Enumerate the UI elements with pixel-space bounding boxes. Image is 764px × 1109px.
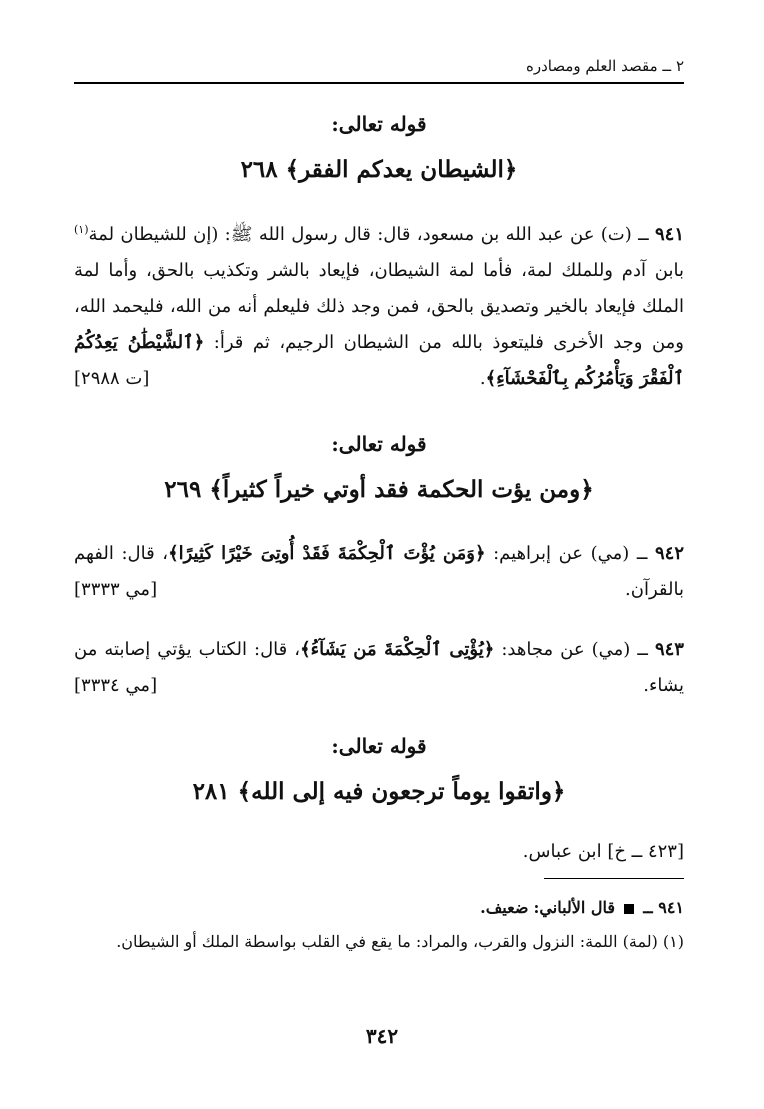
running-head: ٢ ــ مقصد العلم ومصادره bbox=[526, 57, 684, 75]
page-number: ٣٤٢ bbox=[365, 1024, 399, 1048]
source-reference: [مي ٣٣٣٣] bbox=[74, 579, 158, 600]
footnote-grading bbox=[74, 892, 684, 924]
section-heading-281: قوله تعالى: bbox=[331, 734, 427, 758]
header-rule bbox=[74, 82, 684, 84]
cross-reference-number: [٤٢٣ ــ خ] bbox=[607, 841, 684, 862]
footnote-1: (١) (لمة) اللمة: النزول والقرب، والمراد: ما يقع في القلب بواسطة الملك أو الشيطان. bbox=[116, 932, 684, 951]
square-bullet-icon bbox=[624, 904, 634, 914]
footnote-marker[interactable]: (١) bbox=[74, 223, 89, 236]
hadith-number: ٩٤١ bbox=[654, 224, 684, 245]
grading-number: ٩٤١ ــ bbox=[643, 898, 684, 917]
hadith-number: ٩٤٣ bbox=[654, 639, 684, 660]
source-reference: [مي ٣٣٣٤] bbox=[74, 675, 158, 696]
cross-reference-text: ابن عباس. bbox=[522, 841, 602, 862]
hadith-941: ٩٤١ ــ (ت) عن عبد الله بن مسعود، قال: قال رسول الله ﷺ: (إن للشيطان لمة$^{(١)}$ بابن آدم وللملك لمة، فأما لمة الشيطان، فإيعاد بالشر وتكذيب بالحق، وأما لمة الملك فإيعاد بالخير وتصديق بالحق، فمن وجد ذلك فليعلم أنه من الله، فليحمد الله، ومن وجد الأخرى فليتعوذ بالله من الشيطان الرجيم، ثم قرأ: ﴿ٱلشَّيْطَٰنُ يَعِدُكُمُ ٱلْفَقْرَ وَيَأْمُرُكُم بِٱلْفَحْشَآءِ﴾. [ت ٢٩٨٨] bbox=[74, 212, 684, 397]
hadith-text-cont: ، قال: الكتاب يؤتي إصابته من يشاء. bbox=[74, 639, 684, 696]
footnote-rule bbox=[544, 878, 684, 879]
source-reference: [ت ٢٩٨٨] bbox=[74, 368, 150, 389]
quran-quote: ﴿يُؤْتِى ٱلْحِكْمَةَ مَن يَشَآءُ﴾ bbox=[300, 639, 495, 660]
hadith-text-cont: بابن آدم وللملك لمة، فأما لمة الشيطان، فإيعاد بالشر وتكذيب بالحق، وأما لمة الملك فإيعاد بالخير وتصديق بالحق، فمن وجد ذلك فليعلم أنه من الله، فليحمد الله، ومن وجد الأخرى فليتعوذ بالله من الشيطان الرجيم، ثم قرأ: bbox=[74, 260, 684, 353]
hadith-number: ٩٤٢ bbox=[654, 543, 684, 564]
grading-value: ضعيف. bbox=[480, 898, 529, 917]
section-heading-269: قوله تعالى: bbox=[331, 432, 427, 456]
quran-quote: ﴿وَمَن يُؤْتَ ٱلْحِكْمَةَ فَقَدْ أُوتِىَ خَيْرًا كَثِيرًا﴾ bbox=[168, 543, 486, 564]
hadith-943 bbox=[74, 632, 684, 704]
quran-quote: ﴿ٱلشَّيْطَٰنُ يَعِدُكُمُ ٱلْفَقْرَ وَيَأْمُرُكُم بِٱلْفَحْشَآءِ﴾ bbox=[74, 332, 684, 389]
verse-281: ﴿واتقوا يوماً ترجعون فيه إلى الله﴾ ٢٨١ bbox=[192, 778, 566, 805]
grading-label: قال الألباني: bbox=[533, 898, 616, 917]
section-heading-268: قوله تعالى: bbox=[331, 112, 427, 136]
cross-reference bbox=[74, 834, 684, 870]
hadith-text: ــ (ت) عن عبد الله بن مسعود، قال: قال رسول الله ﷺ: (إن للشيطان لمة bbox=[88, 224, 649, 245]
verse-268: ﴿الشيطان يعدكم الفقر﴾ ٢٦٨ bbox=[240, 156, 518, 183]
hadith-text-cont: ، قال: الفهم بالقرآن. bbox=[74, 543, 684, 600]
hadith-text: ــ (مي) عن إبراهيم: bbox=[485, 543, 648, 564]
hadith-942 bbox=[74, 536, 684, 608]
hadith-text: ــ (مي) عن مجاهد: bbox=[494, 639, 648, 660]
verse-269: ﴿ومن يؤت الحكمة فقد أوتي خيراً كثيراً﴾ ٢٦٩ bbox=[164, 476, 594, 503]
